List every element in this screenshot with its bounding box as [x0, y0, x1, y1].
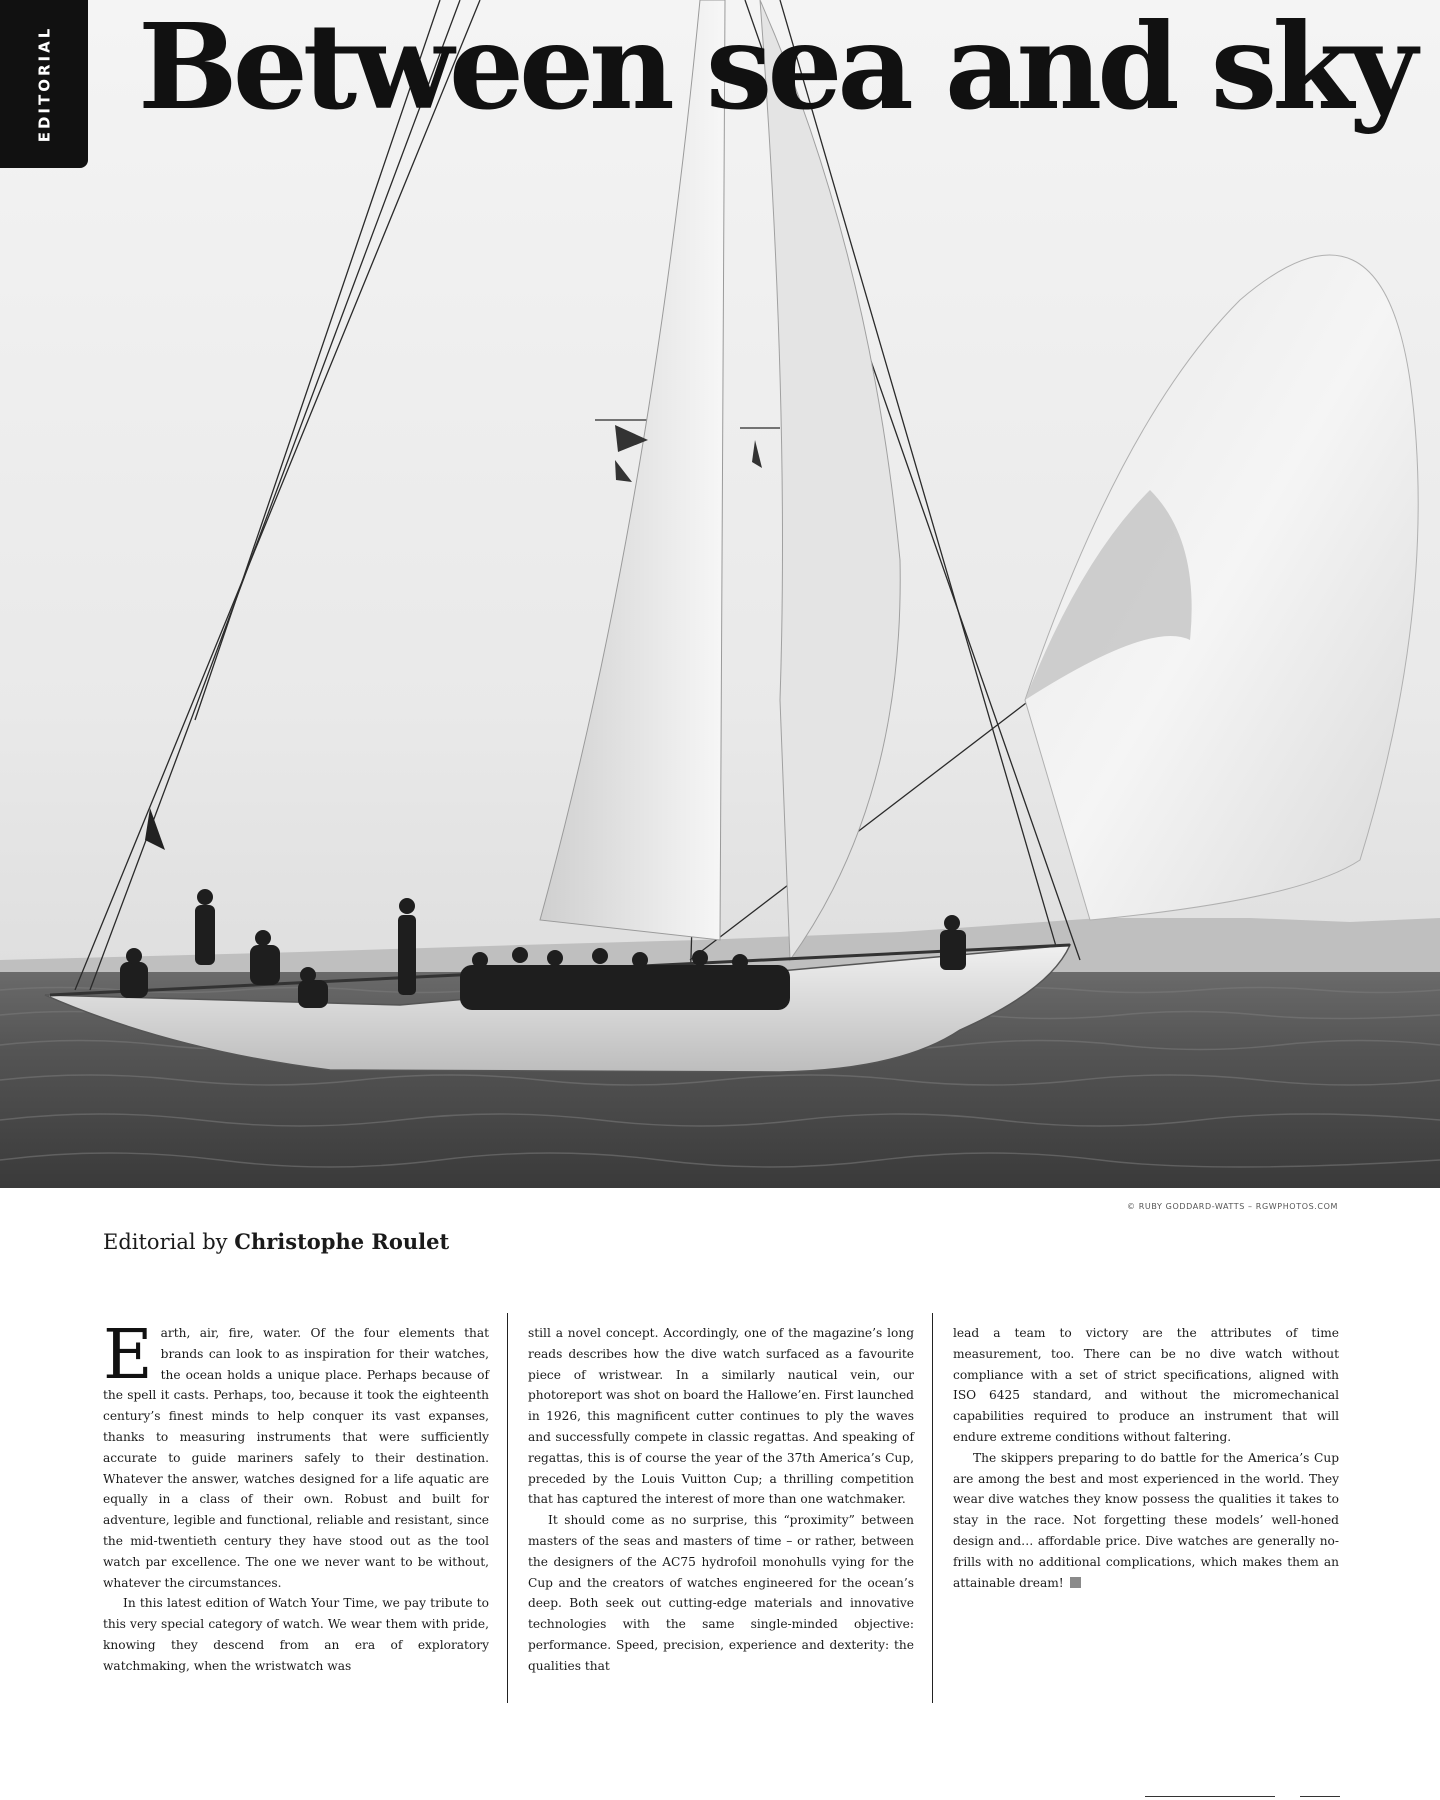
- section-tab: [0, 0, 88, 168]
- byline-prefix: Editorial by: [103, 1230, 228, 1254]
- drop-cap: E: [103, 1316, 153, 1395]
- article-column-2: [528, 1323, 914, 1677]
- article-paragraph: lead a team to victory are the attributes of time measurement, too. There can be no dive watch without compliance with a set of strict specifications, aligned with ISO 6425 standard, and without the micromechanical capabilities required to produce an instrument that will endure extreme conditions without faltering.: [953, 1326, 1339, 1444]
- section-label: EDITORIAL: [35, 25, 53, 143]
- paragraph-text: arth, air, fire, water. Of the four elements that brands can look to as inspiration for their watches, the ocean holds a unique place. Perhaps because of the spell it casts. Perhaps, too, because it took the eighteenth century’s finest minds to help conquer its vast expanses, thanks to measuring instruments that were sufficiently accurate to guide mariners safely to their destination. Whatever the answer, watches designed for a life aquatic are equally in a class of their own. Robust and built for adventure, legible and functional, reliable and resistant, since the mid-twentieth century they have stood out as the tool watch par excellence. The one we never want to be without, whatever the circumstances.: [103, 1326, 489, 1590]
- article-column-3: [953, 1323, 1339, 1593]
- end-mark-icon: [1070, 1577, 1081, 1588]
- article-paragraph: [103, 1316, 489, 1593]
- column-rule: [507, 1313, 508, 1703]
- byline-author: Christophe Roulet: [234, 1229, 450, 1254]
- paragraph-text: The skippers preparing to do battle for the America’s Cup are among the best and most experienced in the world. They wear dive watches they know possess the qualities it takes to stay in the race. Not forgetting these models’ well-honed design and… affordable price. Dive watches are generally no-frills with no additional complications, which makes them an attainable dream!: [953, 1450, 1339, 1590]
- article-paragraph: In this latest edition of Watch Your Time, we pay tribute to this very special category of watch. We wear them with pride, knowing they descend from an era of exploratory watchmaking, when the wristwatch was: [103, 1596, 489, 1673]
- column-rule: [932, 1313, 933, 1703]
- article-paragraph: still a novel concept. Accordingly, one of the magazine’s long reads describes how the dive watch surfaced as a favourite piece of wristwear. In a similarly nautical vein, our photoreport was shot on board the Hallowe’en. First launched in 1926, this magnificent cutter continues to ply the waves and successfully compete in classic regattas. And speaking of regattas, this is of course the year of the 37th America’s Cup, preceded by the Louis Vuitton Cup; a thrilling competition that has captured the interest of more than one watchmaker.: [528, 1326, 914, 1507]
- photo-credit: © RUBY GODDARD-WATTS – RGWPHOTOS.COM: [1127, 1202, 1338, 1211]
- article-paragraph: [953, 1448, 1339, 1594]
- article-paragraph: It should come as no surprise, this “proximity” between masters of the seas and masters of time – or rather, between the designers of the AC75 hydrofoil monohulls vying for the Cup and the creators of watches engineered for the ocean’s deep. Both seek out cutting-edge materials and innovative technologies with the same single-minded objective: performance. Speed, precision, experience and dexterity: the qualities that: [528, 1513, 914, 1673]
- folio-rule: [1300, 1796, 1340, 1797]
- byline: [103, 1229, 449, 1254]
- article-column-1: [103, 1316, 489, 1677]
- headline: Between sea and sky: [138, 0, 1413, 136]
- folio-rule: [1145, 1796, 1275, 1797]
